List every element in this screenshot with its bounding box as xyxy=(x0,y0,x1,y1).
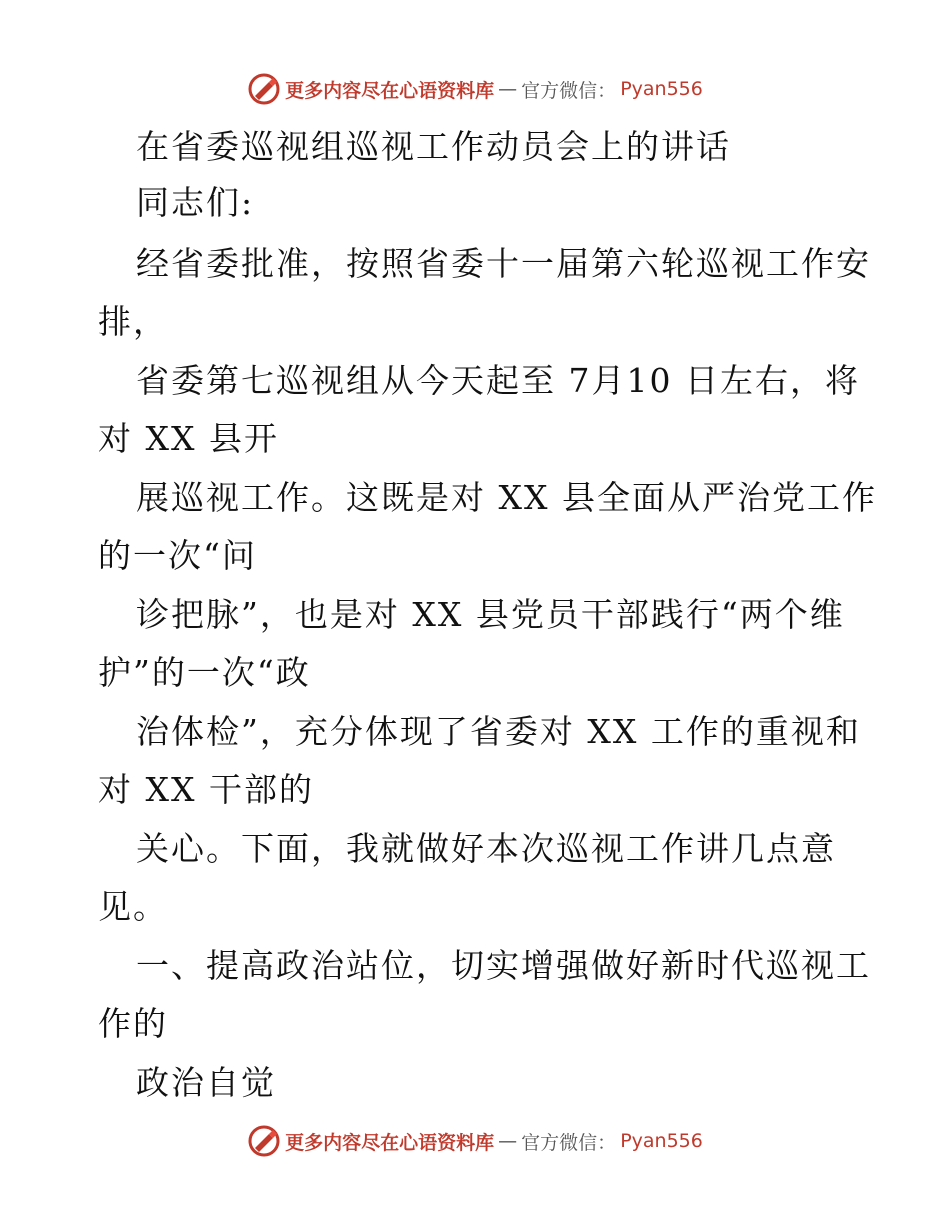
text-line: 关心。下面，我就做好本次巡视工作讲几点意 xyxy=(136,829,836,868)
salutation: 同志们: xyxy=(136,183,255,222)
text-line: 的一次“问 xyxy=(98,536,257,575)
watermark-separator: — xyxy=(498,1130,518,1152)
text-line: 展巡视工作。这既是对 XX 县全面从严治党工作 xyxy=(136,478,877,517)
footer-watermark xyxy=(0,1124,950,1158)
section-subtitle: 政治自觉 xyxy=(136,1063,276,1102)
text-line: 排， xyxy=(98,302,168,341)
text-line: 诊把脉”，也是对 XX 县党员干部践行“两个维 xyxy=(136,595,845,634)
watermark-banner xyxy=(247,1124,703,1158)
text-line: 作的 xyxy=(98,1004,168,1043)
text-line: 对 XX 县开 xyxy=(98,419,279,458)
text-line: 治体检”，充分体现了省委对 XX 工作的重视和 xyxy=(136,712,861,751)
watermark-wechat-label: 官方微信： xyxy=(521,1131,617,1154)
section-heading: 一、提高政治站位，切实增强做好新时代巡视工 xyxy=(136,946,871,985)
watermark-wechat-label: 官方微信： xyxy=(521,79,617,102)
watermark-site-text: 更多内容尽在心语资料库 xyxy=(285,1131,495,1154)
watermark-wechat-id: Pyan556 xyxy=(620,78,703,100)
text-line: 对 XX 干部的 xyxy=(98,770,314,809)
document-title: 在省委巡视组巡视工作动员会上的讲话 xyxy=(136,127,731,166)
watermark-banner xyxy=(247,72,703,106)
text-line: 省委第七巡视组从今天起至 7月10 日左右，将 xyxy=(136,361,860,400)
text-line: 经省委批准，按照省委十一届第六轮巡视工作安 xyxy=(136,244,871,283)
watermark-separator: — xyxy=(498,78,518,100)
text-line: 见。 xyxy=(98,887,168,926)
logo-icon xyxy=(247,1124,281,1158)
logo-icon xyxy=(247,72,281,106)
watermark-site-text: 更多内容尽在心语资料库 xyxy=(285,79,495,102)
text-line: 护”的一次“政 xyxy=(98,653,311,692)
watermark-wechat-id: Pyan556 xyxy=(620,1130,703,1152)
header-watermark xyxy=(0,72,950,106)
